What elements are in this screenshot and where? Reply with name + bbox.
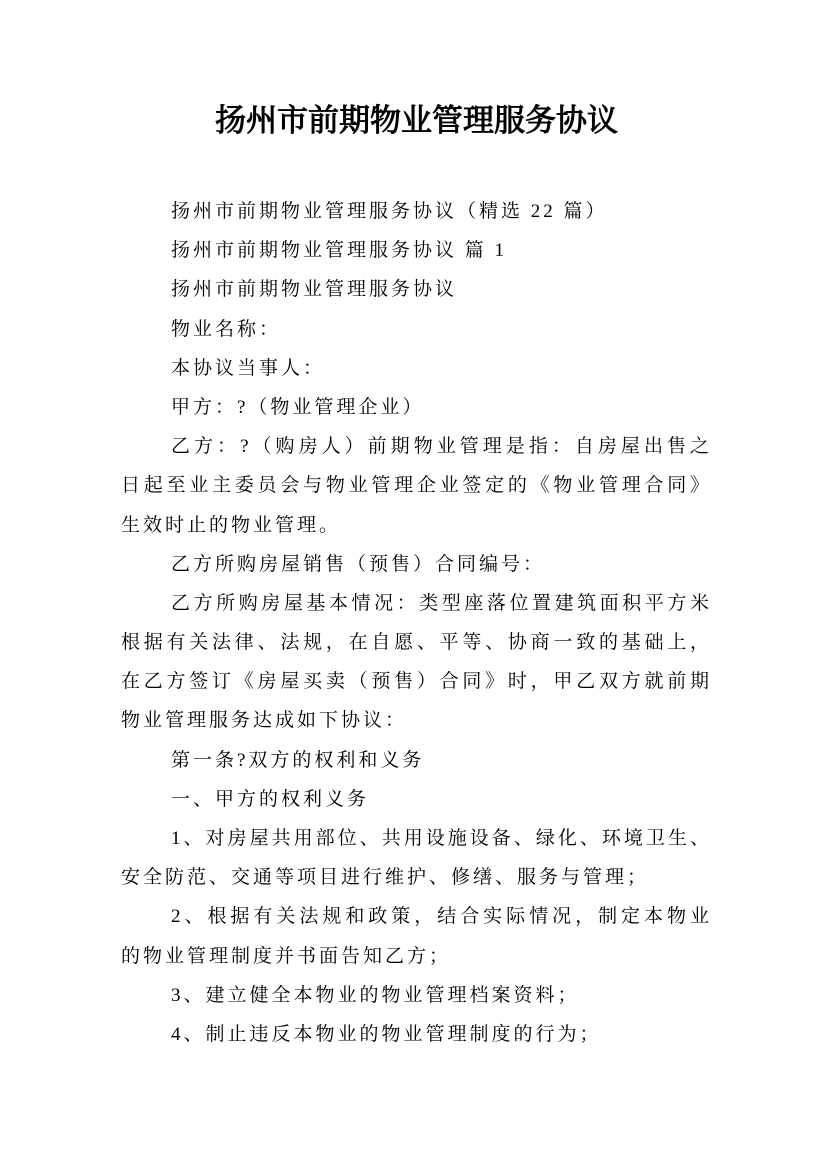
paragraph [121,545,712,584]
text-line: 本协议当事人： [171,357,326,379]
text-line: 的物业管理制度并书面告知乙方； [121,945,452,967]
text-line: 生效时止的物业管理。 [121,514,342,536]
text-line: 1、对房屋共用部位、共用设施设备、绿化、环境卫生、 [171,828,712,849]
text-line: 乙方：?（购房人）前期物业管理是指：自房屋出售之 [171,436,712,458]
text-line: 扬州市前期物业管理服务协议 [171,279,458,301]
text-line: 3、建立健全本物业的物业管理档案资料； [171,984,580,1006]
paragraph [121,897,712,975]
text-line: 乙方所购房屋基本情况：类型座落位置建筑面积平方米 [171,592,712,614]
text-line: 甲方：?（物业管理企业） [171,396,425,418]
paragraph [121,427,712,545]
text-line: 物业管理服务达成如下协议： [121,710,408,732]
paragraph [121,231,712,270]
text-line: 2、根据有关法规和政策，结合实际情况，制定本物业 [171,906,712,928]
text-line: 扬州市前期物业管理服务协议（精选 22 篇） [171,201,608,222]
paragraph [121,349,712,388]
text-line: 第一条?双方的权利和义务 [171,749,425,771]
paragraph [121,819,712,897]
paragraph [121,310,712,349]
paragraph [121,1015,712,1054]
text-line: 一、甲方的权利义务 [171,788,370,810]
paragraph [121,976,712,1015]
text-column [121,102,712,1054]
paragraph [121,192,712,231]
text-line: 物业名称： [171,318,282,340]
document-body [121,192,712,1054]
paragraph [121,270,712,309]
text-line: 根据有关法律、法规，在自愿、平等、协商一致的基础上， [121,632,712,654]
text-line: 4、制止违反本物业的物业管理制度的行为； [171,1023,602,1045]
paragraph [121,780,712,819]
paragraph [121,741,712,780]
text-line: 在乙方签订《房屋买卖（预售）合同》时，甲乙双方就前期 [121,671,712,693]
paragraph [121,584,712,741]
paragraph [121,388,712,427]
text-line: 安全防范、交通等项目进行维护、修缮、服务与管理； [121,867,650,889]
document-title: 扬州市前期物业管理服务协议 [215,103,618,138]
text-line: 乙方所购房屋销售（预售）合同编号： [171,553,546,575]
text-line: 扬州市前期物业管理服务协议 篇 1 [171,240,508,262]
text-line: 日起至业主委员会与物业管理企业签定的《物业管理合同》 [121,475,712,497]
